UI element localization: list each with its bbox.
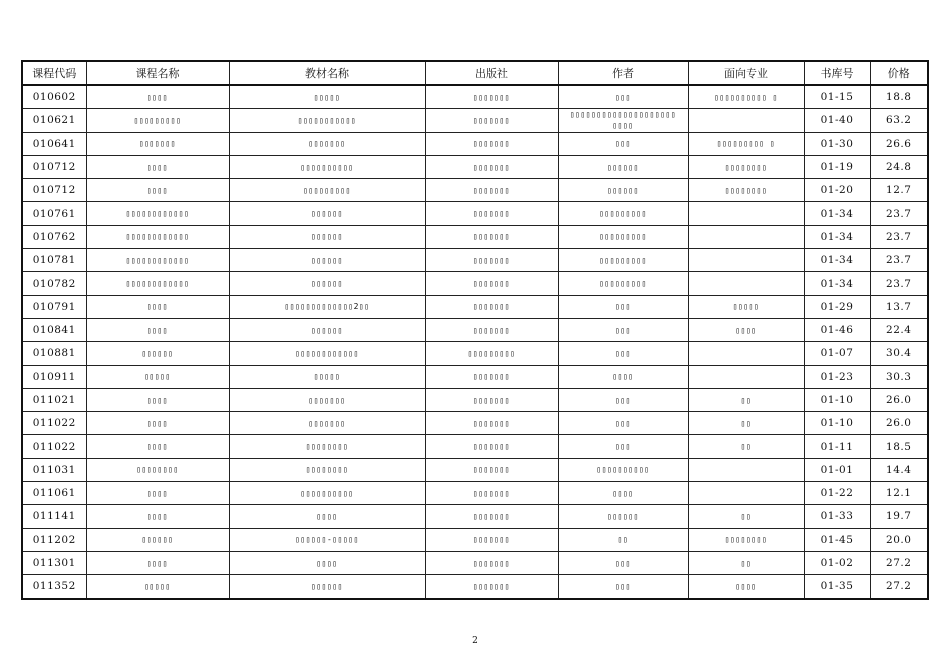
cell-shelf-number: 01-34	[804, 272, 870, 295]
cell-course-name: ▯▯▯▯▯▯	[86, 342, 229, 365]
cell-target-major	[688, 202, 804, 225]
cell-target-major	[688, 458, 804, 481]
cell-author: ▯▯▯	[558, 295, 688, 318]
cell-course-name: ▯▯▯▯▯▯▯▯▯▯▯▯	[86, 272, 229, 295]
cell-shelf-number: 01-34	[804, 202, 870, 225]
cell-publisher: ▯▯▯▯▯▯▯	[425, 528, 558, 551]
cell-author: ▯▯▯	[558, 85, 688, 109]
cell-course-code: 010781	[22, 249, 86, 272]
cell-course-code: 010641	[22, 132, 86, 155]
cell-price: 18.8	[870, 85, 928, 109]
cell-target-major: ▯▯	[688, 551, 804, 574]
cell-publisher: ▯▯▯▯▯▯▯	[425, 109, 558, 132]
cell-course-name: ▯▯▯▯	[86, 318, 229, 341]
cell-course-code: 011031	[22, 458, 86, 481]
cell-textbook-name: ▯▯▯▯▯▯	[229, 202, 425, 225]
table-header	[22, 61, 928, 85]
cell-publisher: ▯▯▯▯▯▯▯	[425, 318, 558, 341]
cell-course-code: 011301	[22, 551, 86, 574]
cell-author: ▯▯▯	[558, 412, 688, 435]
cell-shelf-number: 01-10	[804, 412, 870, 435]
cell-publisher: ▯▯▯▯▯▯▯▯▯	[425, 342, 558, 365]
cell-course-name: ▯▯▯▯▯	[86, 575, 229, 599]
cell-course-code: 011022	[22, 412, 86, 435]
cell-price: 12.1	[870, 482, 928, 505]
cell-publisher: ▯▯▯▯▯▯▯	[425, 412, 558, 435]
cell-shelf-number: 01-22	[804, 482, 870, 505]
cell-course-name: ▯▯▯▯▯▯▯	[86, 132, 229, 155]
cell-target-major	[688, 365, 804, 388]
cell-shelf-number: 01-23	[804, 365, 870, 388]
cell-author: ▯▯▯▯▯▯▯▯▯	[558, 225, 688, 248]
cell-target-major	[688, 482, 804, 505]
cell-publisher: ▯▯▯▯▯▯▯	[425, 272, 558, 295]
cell-target-major	[688, 109, 804, 132]
cell-textbook-name: ▯▯▯▯▯▯	[229, 225, 425, 248]
cell-course-name: ▯▯▯▯	[86, 388, 229, 411]
cell-textbook-name: ▯▯▯▯▯▯▯	[229, 132, 425, 155]
cell-course-name: ▯▯▯▯▯▯▯▯▯	[86, 109, 229, 132]
cell-textbook-name: ▯▯▯▯▯▯	[229, 249, 425, 272]
cell-textbook-name: ▯▯▯▯▯▯▯▯▯▯▯▯	[229, 342, 425, 365]
cell-target-major: ▯▯▯▯▯▯▯▯	[688, 179, 804, 202]
cell-textbook-name: ▯▯▯▯▯▯▯	[229, 388, 425, 411]
cell-publisher: ▯▯▯▯▯▯▯	[425, 458, 558, 481]
cell-course-code: 010712	[22, 155, 86, 178]
course-textbook-table-container	[21, 60, 929, 600]
cell-shelf-number: 01-35	[804, 575, 870, 599]
cell-course-code: 011022	[22, 435, 86, 458]
cell-publisher: ▯▯▯▯▯▯▯	[425, 365, 558, 388]
cell-shelf-number: 01-20	[804, 179, 870, 202]
cell-shelf-number: 01-46	[804, 318, 870, 341]
cell-price: 23.7	[870, 202, 928, 225]
cell-price: 12.7	[870, 179, 928, 202]
cell-target-major	[688, 225, 804, 248]
cell-course-code: 011202	[22, 528, 86, 551]
cell-shelf-number: 01-07	[804, 342, 870, 365]
cell-course-name: ▯▯▯▯▯▯▯▯▯▯▯▯	[86, 225, 229, 248]
cell-author: ▯▯▯	[558, 551, 688, 574]
cell-author: ▯▯▯▯▯▯	[558, 179, 688, 202]
cell-course-name: ▯▯▯▯▯▯▯▯	[86, 458, 229, 481]
cell-price: 13.7	[870, 295, 928, 318]
cell-price: 27.2	[870, 551, 928, 574]
cell-shelf-number: 01-30	[804, 132, 870, 155]
table-row	[22, 202, 928, 225]
table-row	[22, 365, 928, 388]
cell-author: ▯▯▯▯	[558, 482, 688, 505]
cell-target-major	[688, 249, 804, 272]
cell-course-code: 010841	[22, 318, 86, 341]
cell-course-code: 011352	[22, 575, 86, 599]
table-row	[22, 132, 928, 155]
cell-author: ▯▯▯	[558, 435, 688, 458]
header-textbook-name: 教材名称	[229, 61, 425, 85]
cell-textbook-name: ▯▯▯▯	[229, 505, 425, 528]
cell-course-name: ▯▯▯▯▯▯▯▯▯▯▯▯	[86, 249, 229, 272]
cell-shelf-number: 01-40	[804, 109, 870, 132]
cell-course-name: ▯▯▯▯	[86, 435, 229, 458]
cell-textbook-name: ▯▯▯▯▯	[229, 85, 425, 109]
cell-price: 23.7	[870, 225, 928, 248]
cell-publisher: ▯▯▯▯▯▯▯	[425, 132, 558, 155]
cell-course-name: ▯▯▯▯	[86, 551, 229, 574]
cell-author: ▯▯▯▯▯▯▯▯▯	[558, 202, 688, 225]
cell-shelf-number: 01-29	[804, 295, 870, 318]
cell-publisher: ▯▯▯▯▯▯▯	[425, 85, 558, 109]
cell-course-code: 011021	[22, 388, 86, 411]
cell-publisher: ▯▯▯▯▯▯▯	[425, 155, 558, 178]
cell-textbook-name: ▯▯▯▯▯▯▯▯	[229, 435, 425, 458]
cell-target-major: ▯▯▯▯▯▯▯▯▯▯ ▯	[688, 85, 804, 109]
cell-price: 63.2	[870, 109, 928, 132]
cell-price: 26.6	[870, 132, 928, 155]
cell-course-name: ▯▯▯▯	[86, 85, 229, 109]
page-number: 2	[472, 636, 478, 646]
cell-author: ▯▯▯	[558, 318, 688, 341]
cell-author: ▯▯	[558, 528, 688, 551]
cell-textbook-name: ▯▯▯▯▯▯▯▯▯▯▯▯▯2▯▯	[229, 295, 425, 318]
cell-target-major: ▯▯▯▯	[688, 318, 804, 341]
cell-shelf-number: 01-11	[804, 435, 870, 458]
cell-course-code: 011061	[22, 482, 86, 505]
cell-textbook-name: ▯▯▯▯▯▯▯▯	[229, 458, 425, 481]
table-row	[22, 318, 928, 341]
table-row	[22, 342, 928, 365]
cell-price: 20.0	[870, 528, 928, 551]
cell-course-code: 011141	[22, 505, 86, 528]
cell-author: ▯▯▯	[558, 342, 688, 365]
cell-course-code: 010712	[22, 179, 86, 202]
table-row	[22, 272, 928, 295]
cell-course-code: 010762	[22, 225, 86, 248]
cell-shelf-number: 01-02	[804, 551, 870, 574]
header-author: 作者	[558, 61, 688, 85]
cell-shelf-number: 01-15	[804, 85, 870, 109]
cell-price: 30.3	[870, 365, 928, 388]
table-row	[22, 225, 928, 248]
cell-publisher: ▯▯▯▯▯▯▯	[425, 505, 558, 528]
cell-target-major: ▯▯	[688, 435, 804, 458]
cell-textbook-name: ▯▯▯▯▯▯▯▯▯▯	[229, 482, 425, 505]
cell-textbook-name: ▯▯▯▯	[229, 551, 425, 574]
cell-publisher: ▯▯▯▯▯▯▯	[425, 225, 558, 248]
cell-price: 26.0	[870, 388, 928, 411]
header-publisher: 出版社	[425, 61, 558, 85]
header-shelf-number: 书库号	[804, 61, 870, 85]
cell-textbook-name: ▯▯▯▯▯▯▯▯▯▯▯	[229, 109, 425, 132]
cell-textbook-name: ▯▯▯▯▯▯▯▯▯▯	[229, 155, 425, 178]
cell-shelf-number: 01-45	[804, 528, 870, 551]
cell-course-code: 010791	[22, 295, 86, 318]
cell-author: ▯▯▯▯▯▯▯▯▯▯	[558, 458, 688, 481]
header-course-code: 课程代码	[22, 61, 86, 85]
cell-shelf-number: 01-33	[804, 505, 870, 528]
cell-target-major: ▯▯▯▯	[688, 575, 804, 599]
table-row	[22, 249, 928, 272]
cell-target-major: ▯▯▯▯▯▯▯▯	[688, 528, 804, 551]
cell-course-code: 010782	[22, 272, 86, 295]
table-row	[22, 551, 928, 574]
table-row	[22, 388, 928, 411]
cell-price: 24.8	[870, 155, 928, 178]
cell-price: 14.4	[870, 458, 928, 481]
cell-textbook-name: ▯▯▯▯▯▯▯▯▯	[229, 179, 425, 202]
cell-shelf-number: 01-34	[804, 225, 870, 248]
cell-price: 26.0	[870, 412, 928, 435]
header-price: 价格	[870, 61, 928, 85]
cell-course-code: 010761	[22, 202, 86, 225]
cell-price: 18.5	[870, 435, 928, 458]
cell-price: 23.7	[870, 249, 928, 272]
cell-price: 22.4	[870, 318, 928, 341]
cell-publisher: ▯▯▯▯▯▯▯	[425, 202, 558, 225]
cell-textbook-name: ▯▯▯▯▯▯	[229, 318, 425, 341]
table-row	[22, 109, 928, 132]
table-row	[22, 179, 928, 202]
cell-course-name: ▯▯▯▯	[86, 482, 229, 505]
cell-target-major: ▯▯▯▯▯▯▯▯▯ ▯	[688, 132, 804, 155]
cell-target-major: ▯▯	[688, 505, 804, 528]
table-row	[22, 458, 928, 481]
cell-shelf-number: 01-19	[804, 155, 870, 178]
cell-price: 23.7	[870, 272, 928, 295]
table-body	[22, 85, 928, 599]
cell-price: 30.4	[870, 342, 928, 365]
cell-textbook-name: ▯▯▯▯▯	[229, 365, 425, 388]
table-row	[22, 412, 928, 435]
table-row	[22, 575, 928, 599]
cell-target-major: ▯▯▯▯▯▯▯▯	[688, 155, 804, 178]
cell-publisher: ▯▯▯▯▯▯▯	[425, 295, 558, 318]
cell-price: 19.7	[870, 505, 928, 528]
cell-shelf-number: 01-34	[804, 249, 870, 272]
cell-author: ▯▯▯	[558, 132, 688, 155]
cell-author: ▯▯▯	[558, 388, 688, 411]
cell-textbook-name: ▯▯▯▯▯▯▯	[229, 412, 425, 435]
cell-course-name: ▯▯▯▯	[86, 155, 229, 178]
cell-course-name: ▯▯▯▯	[86, 505, 229, 528]
cell-course-name: ▯▯▯▯▯	[86, 365, 229, 388]
cell-textbook-name: ▯▯▯▯▯▯-▯▯▯▯▯	[229, 528, 425, 551]
cell-author: ▯▯▯▯▯▯	[558, 155, 688, 178]
cell-shelf-number: 01-01	[804, 458, 870, 481]
cell-publisher: ▯▯▯▯▯▯▯	[425, 482, 558, 505]
cell-publisher: ▯▯▯▯▯▯▯	[425, 179, 558, 202]
header-target-major: 面向专业	[688, 61, 804, 85]
header-course-name: 课程名称	[86, 61, 229, 85]
cell-author: ▯▯▯▯▯▯▯▯▯	[558, 249, 688, 272]
cell-target-major: ▯▯	[688, 388, 804, 411]
cell-publisher: ▯▯▯▯▯▯▯	[425, 575, 558, 599]
cell-publisher: ▯▯▯▯▯▯▯	[425, 551, 558, 574]
table-row	[22, 295, 928, 318]
cell-price: 27.2	[870, 575, 928, 599]
cell-target-major	[688, 342, 804, 365]
cell-target-major: ▯▯▯▯▯	[688, 295, 804, 318]
table-row	[22, 482, 928, 505]
header-row	[22, 61, 928, 85]
cell-target-major: ▯▯	[688, 412, 804, 435]
cell-course-code: 010911	[22, 365, 86, 388]
cell-target-major	[688, 272, 804, 295]
cell-course-name: ▯▯▯▯	[86, 179, 229, 202]
cell-author: ▯▯▯	[558, 575, 688, 599]
course-textbook-table	[21, 60, 929, 600]
cell-course-name: ▯▯▯▯	[86, 412, 229, 435]
cell-author: ▯▯▯▯▯▯	[558, 505, 688, 528]
table-row	[22, 155, 928, 178]
cell-publisher: ▯▯▯▯▯▯▯	[425, 249, 558, 272]
table-row	[22, 85, 928, 109]
cell-course-name: ▯▯▯▯▯▯	[86, 528, 229, 551]
cell-textbook-name: ▯▯▯▯▯▯	[229, 272, 425, 295]
cell-shelf-number: 01-10	[804, 388, 870, 411]
cell-author: ▯▯▯▯	[558, 365, 688, 388]
cell-course-name: ▯▯▯▯▯▯▯▯▯▯▯▯	[86, 202, 229, 225]
cell-course-code: 010621	[22, 109, 86, 132]
cell-course-code: 010881	[22, 342, 86, 365]
cell-textbook-name: ▯▯▯▯▯▯	[229, 575, 425, 599]
cell-course-code: 010602	[22, 85, 86, 109]
cell-author: ▯▯▯▯▯▯▯▯▯▯▯▯▯▯▯▯▯▯▯▯ ▯▯▯▯	[558, 109, 688, 132]
cell-course-name: ▯▯▯▯	[86, 295, 229, 318]
table-row	[22, 505, 928, 528]
table-row	[22, 528, 928, 551]
cell-publisher: ▯▯▯▯▯▯▯	[425, 435, 558, 458]
table-row	[22, 435, 928, 458]
cell-author: ▯▯▯▯▯▯▯▯▯	[558, 272, 688, 295]
cell-publisher: ▯▯▯▯▯▯▯	[425, 388, 558, 411]
